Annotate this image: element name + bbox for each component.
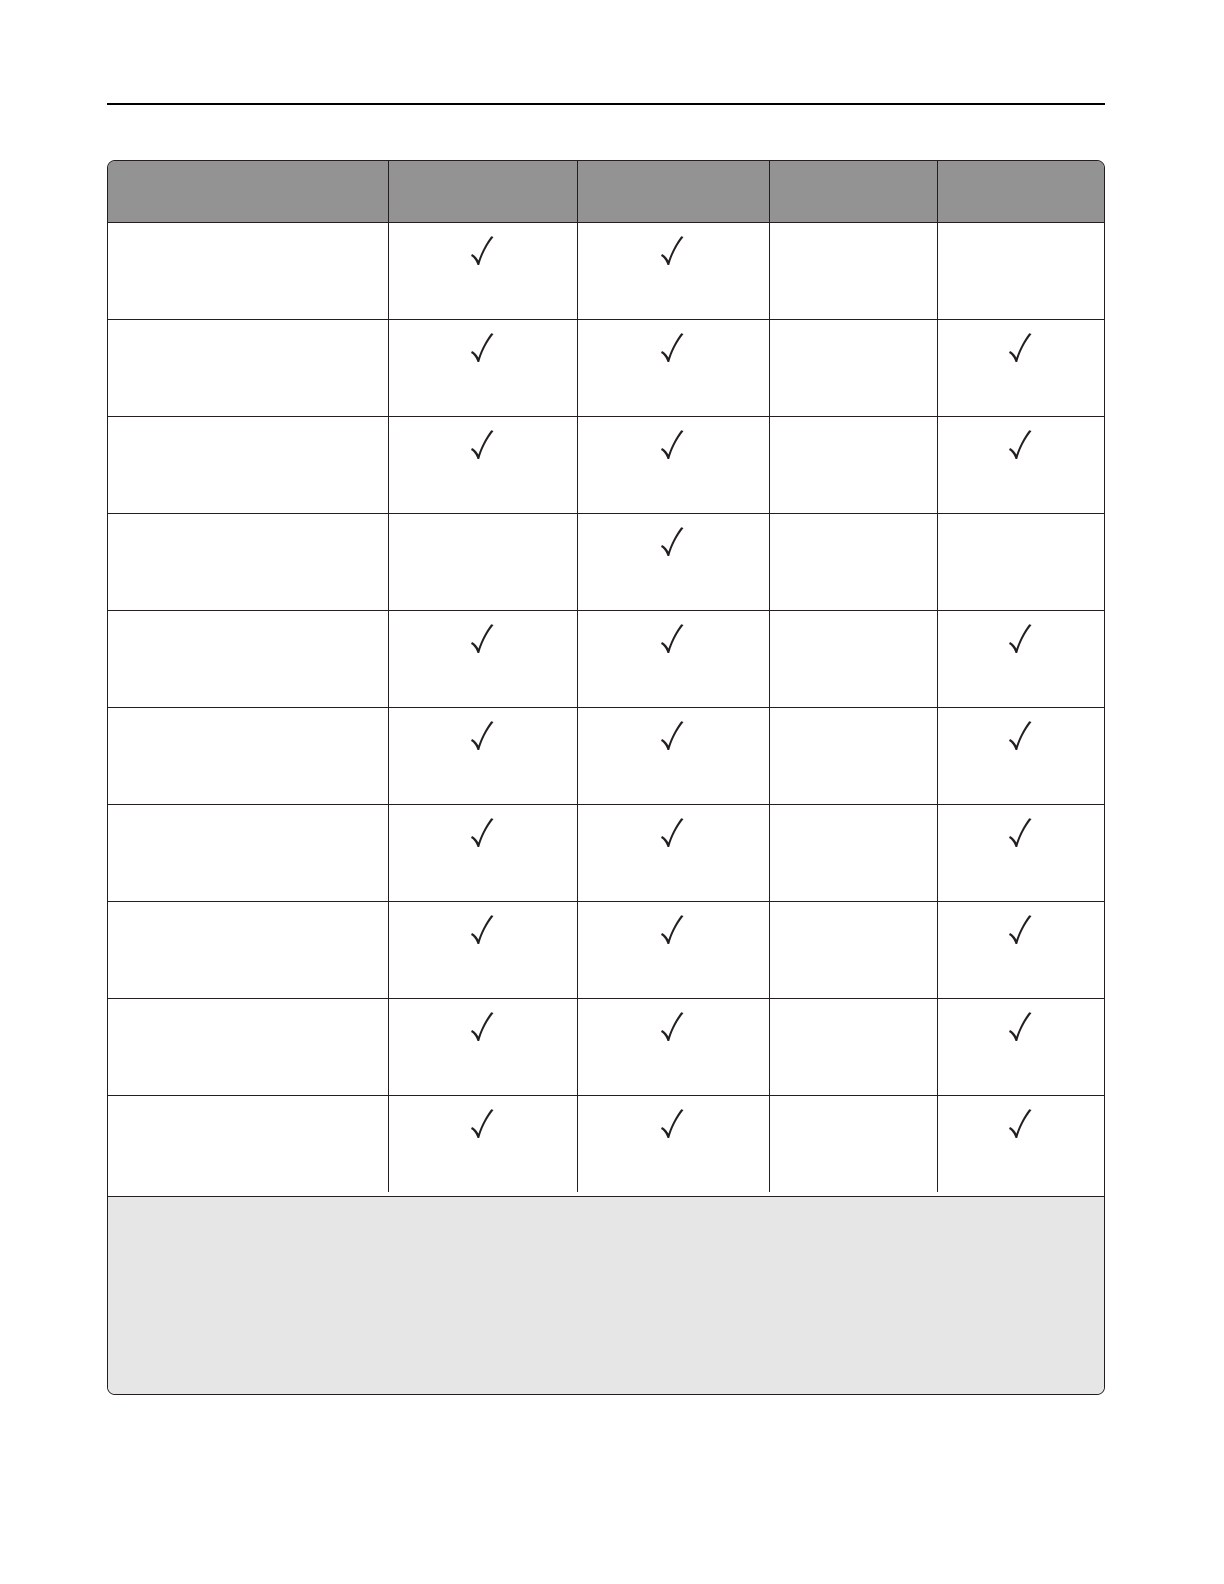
check-mark-icon — [1004, 428, 1038, 464]
table-cell — [937, 223, 1104, 320]
table-header-row — [108, 161, 1104, 223]
table-cell — [577, 708, 769, 805]
table-row — [108, 611, 1104, 708]
table-footnote — [108, 1196, 1104, 1395]
check-mark-icon — [466, 1107, 500, 1143]
table-cell — [388, 223, 577, 320]
table-cell — [577, 223, 769, 320]
check-mark-icon — [1004, 719, 1038, 755]
check-mark-icon — [466, 816, 500, 852]
table-cell — [937, 611, 1104, 708]
table-cell — [769, 417, 937, 514]
check-mark-icon — [1004, 1107, 1038, 1143]
table-cell — [577, 514, 769, 611]
column-header — [577, 161, 769, 223]
table-cell — [577, 999, 769, 1096]
check-mark-icon — [656, 719, 690, 755]
check-mark-icon — [1004, 913, 1038, 949]
table-cell — [577, 1096, 769, 1193]
table-cell — [769, 1096, 937, 1193]
table-cell — [388, 417, 577, 514]
check-mark-icon — [656, 525, 690, 561]
table-cell — [577, 805, 769, 902]
check-mark-icon — [466, 622, 500, 658]
table-row — [108, 902, 1104, 999]
check-mark-icon — [656, 428, 690, 464]
column-header — [108, 161, 388, 223]
table-cell — [388, 708, 577, 805]
table-cell — [388, 611, 577, 708]
column-header — [388, 161, 577, 223]
row-label — [108, 805, 388, 902]
table-row — [108, 223, 1104, 320]
row-label — [108, 902, 388, 999]
check-mark-icon — [656, 622, 690, 658]
column-header — [937, 161, 1104, 223]
table-row — [108, 708, 1104, 805]
table-cell — [937, 1096, 1104, 1193]
check-mark-icon — [1004, 816, 1038, 852]
table-cell — [937, 320, 1104, 417]
check-mark-icon — [466, 1010, 500, 1046]
table-cell — [388, 320, 577, 417]
row-label — [108, 320, 388, 417]
check-mark-icon — [466, 719, 500, 755]
table-cell — [769, 708, 937, 805]
check-mark-icon — [656, 1010, 690, 1046]
table-body — [108, 223, 1104, 1193]
table-cell — [388, 514, 577, 611]
table-cell — [937, 805, 1104, 902]
row-label — [108, 611, 388, 708]
column-header — [769, 161, 937, 223]
table-cell — [577, 611, 769, 708]
table-cell — [937, 902, 1104, 999]
check-mark-icon — [656, 816, 690, 852]
row-label — [108, 514, 388, 611]
table-row — [108, 320, 1104, 417]
row-label — [108, 417, 388, 514]
table-cell — [937, 999, 1104, 1096]
check-mark-icon — [466, 913, 500, 949]
row-label — [108, 999, 388, 1096]
row-label — [108, 1096, 388, 1193]
table-cell — [388, 1096, 577, 1193]
table-cell — [388, 999, 577, 1096]
check-mark-icon — [466, 428, 500, 464]
check-mark-icon — [1004, 1010, 1038, 1046]
header-rule — [107, 103, 1105, 105]
table-cell — [769, 320, 937, 417]
table-cell — [577, 902, 769, 999]
table-cell — [937, 708, 1104, 805]
table-row — [108, 1096, 1104, 1193]
check-mark-icon — [466, 234, 500, 270]
support-grid — [108, 161, 1104, 1192]
table-cell — [577, 320, 769, 417]
table-cell — [937, 514, 1104, 611]
check-mark-icon — [656, 1107, 690, 1143]
table-cell — [937, 417, 1104, 514]
table-cell — [388, 902, 577, 999]
table-row — [108, 417, 1104, 514]
table-cell — [388, 805, 577, 902]
support-table — [107, 160, 1105, 1395]
check-mark-icon — [656, 234, 690, 270]
row-label — [108, 708, 388, 805]
table-cell — [769, 223, 937, 320]
check-mark-icon — [1004, 622, 1038, 658]
table-cell — [769, 611, 937, 708]
table-cell — [769, 902, 937, 999]
table-row — [108, 805, 1104, 902]
table-cell — [769, 805, 937, 902]
table-row — [108, 514, 1104, 611]
check-mark-icon — [1004, 331, 1038, 367]
check-mark-icon — [466, 331, 500, 367]
check-mark-icon — [656, 913, 690, 949]
row-label — [108, 223, 388, 320]
table-cell — [577, 417, 769, 514]
table-row — [108, 999, 1104, 1096]
table-cell — [769, 999, 937, 1096]
table-cell — [769, 514, 937, 611]
check-mark-icon — [656, 331, 690, 367]
